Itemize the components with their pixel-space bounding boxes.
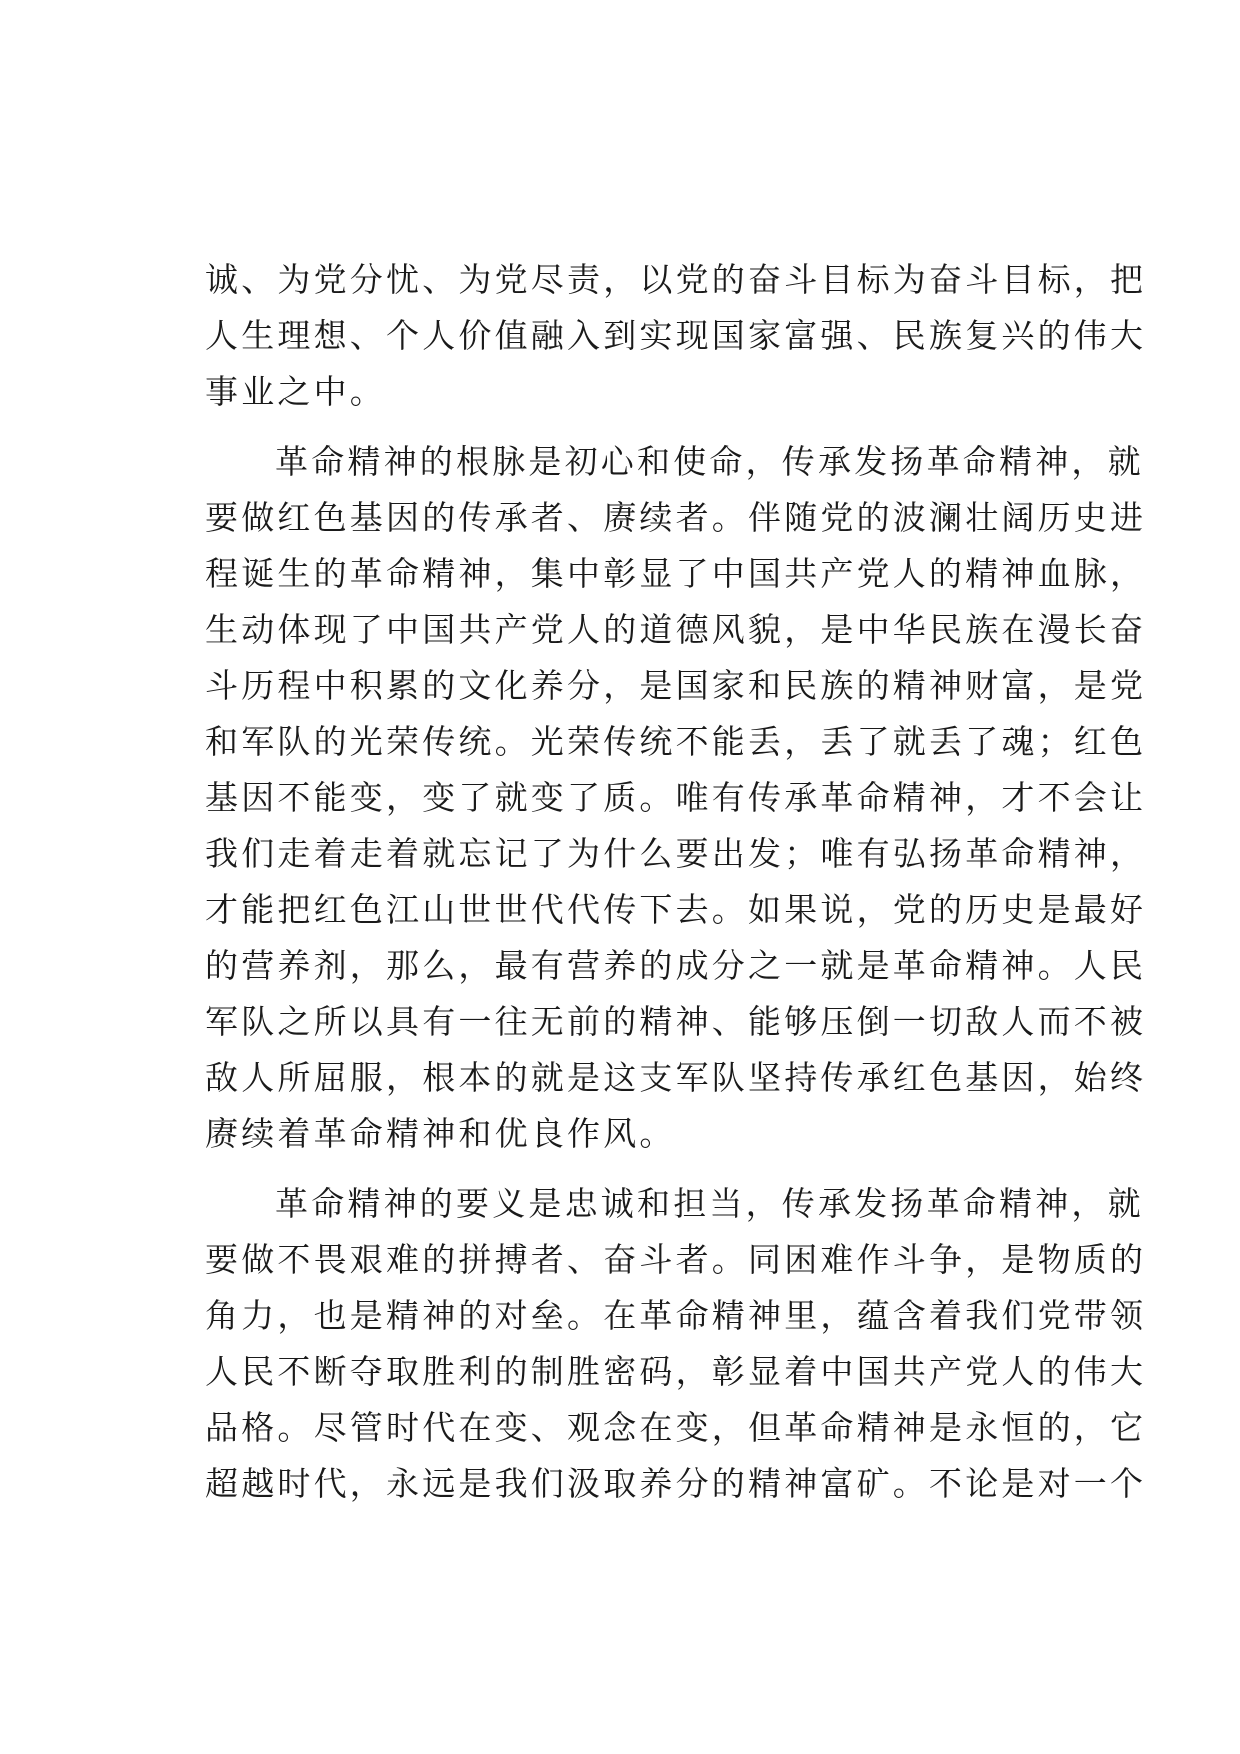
text-line: 才能把红色江山世世代代传下去。如果说，党的历史是最好	[205, 890, 1147, 929]
text-line: 事业之中。	[205, 372, 386, 411]
text-line: 人民不断夺取胜利的制胜密码，彰显着中国共产党人的伟大	[205, 1352, 1147, 1391]
text-line: 程诞生的革命精神，集中彰显了中国共产党人的精神血脉，	[205, 554, 1147, 593]
text-line: 角力，也是精神的对垒。在革命精神里，蕴含着我们党带领	[205, 1296, 1147, 1335]
text-line: 赓续着革命精神和优良作风。	[205, 1114, 676, 1153]
text-line: 要做不畏艰难的拼搏者、奋斗者。同困难作斗争，是物质的	[205, 1240, 1147, 1279]
text-line: 敌人所屈服，根本的就是这支军队坚持传承红色基因，始终	[205, 1058, 1147, 1097]
text-line: 超越时代，永远是我们汲取养分的精神富矿。不论是对一个	[205, 1464, 1147, 1503]
text-line: 诚、为党分忧、为党尽责，以党的奋斗目标为奋斗目标，把	[205, 260, 1147, 299]
text-line: 斗历程中积累的文化养分，是国家和民族的精神财富，是党	[205, 666, 1147, 705]
text-line: 革命精神的根脉是初心和使命，传承发扬革命精神，就	[275, 442, 1144, 481]
text-line: 基因不能变，变了就变了质。唯有传承革命精神，才不会让	[205, 778, 1147, 817]
text-line: 生动体现了中国共产党人的道德风貌，是中华民族在漫长奋	[205, 610, 1147, 649]
paragraph-2	[205, 434, 1147, 1176]
text-line: 要做红色基因的传承者、赓续者。伴随党的波澜壮阔历史进	[205, 498, 1147, 537]
text-line: 我们走着走着就忘记了为什么要出发；唯有弘扬革命精神，	[205, 834, 1147, 873]
text-line: 品格。尽管时代在变、观念在变，但革命精神是永恒的，它	[205, 1408, 1147, 1447]
body-text	[205, 252, 1147, 1512]
text-line: 的营养剂，那么，最有营养的成分之一就是革命精神。人民	[205, 946, 1147, 985]
text-line: 和军队的光荣传统。光荣传统不能丢，丢了就丢了魂；红色	[205, 722, 1147, 761]
text-line: 革命精神的要义是忠诚和担当，传承发扬革命精神，就	[275, 1184, 1144, 1223]
paragraph-1	[205, 252, 1147, 434]
text-line: 人生理想、个人价值融入到实现国家富强、民族复兴的伟大	[205, 316, 1147, 355]
text-line: 军队之所以具有一往无前的精神、能够压倒一切敌人而不被	[205, 1002, 1147, 1041]
paragraph-3	[205, 1176, 1147, 1512]
